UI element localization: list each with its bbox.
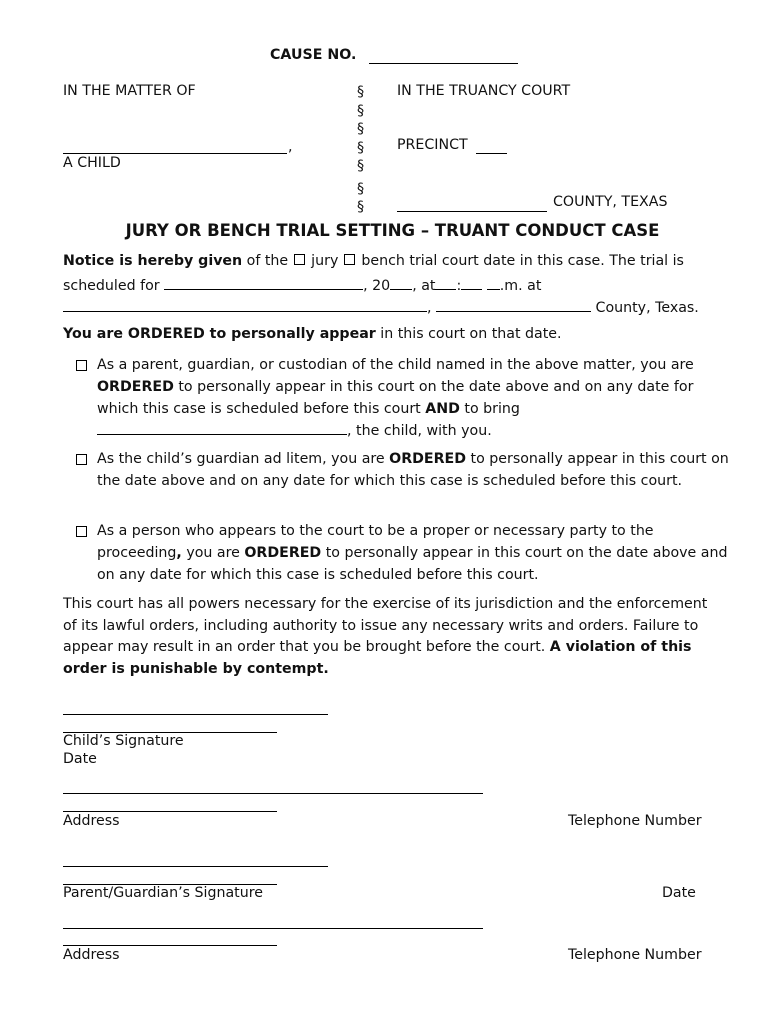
- precinct-blank[interactable]: [476, 153, 507, 154]
- notice-line-1: [63, 253, 684, 269]
- child-date-label: Date: [63, 751, 97, 767]
- parent-date-label: Date: [662, 885, 696, 901]
- county-blank[interactable]: [397, 211, 547, 212]
- court-powers-paragraph: [63, 594, 723, 680]
- section-symbol: §: [357, 199, 365, 215]
- ordered-to-appear: [63, 326, 562, 342]
- jury-checkbox[interactable]: [294, 254, 305, 265]
- minute-blank[interactable]: [461, 275, 482, 290]
- list-item-parent: [75, 354, 735, 442]
- parent-telephone-line[interactable]: [63, 945, 277, 946]
- parent-item-text: As a parent, guardian, or custodian of the child named in the above matter, you are ORDERED to personally appear in this court on the date above and on any date for which this case is scheduled before this court AND to bring , the child, with you.: [97, 357, 694, 439]
- county-texas-label: COUNTY, TEXAS: [553, 194, 668, 210]
- list-item-guardian-ad-litem: [75, 448, 735, 514]
- section-symbol: §: [357, 139, 365, 156]
- m-at-label: .m. at: [499, 278, 542, 294]
- section-symbol: §: [357, 102, 365, 119]
- parent-signature-label: Parent/Guardian’s Signature: [63, 885, 263, 901]
- child-telephone-line[interactable]: [63, 811, 277, 812]
- parent-telephone-label: Telephone Number: [568, 947, 702, 963]
- year-prefix: , 20: [363, 278, 391, 294]
- hour-blank[interactable]: [435, 275, 456, 290]
- child-name-comma: ,: [288, 139, 293, 155]
- parent-checkbox[interactable]: [76, 360, 87, 371]
- child-telephone-label: Telephone Number: [568, 813, 702, 829]
- parent-address-line[interactable]: [63, 928, 483, 929]
- scheduled-for-label: scheduled for: [63, 278, 165, 294]
- child-address-label: Address: [63, 813, 120, 829]
- section-symbol: §: [357, 158, 365, 174]
- section-symbol: §: [357, 180, 365, 197]
- at-label: , at: [412, 278, 436, 294]
- trial-county-label: County, Texas.: [591, 300, 699, 316]
- section-symbol: §: [357, 121, 365, 137]
- trial-county-blank[interactable]: [436, 297, 591, 312]
- guardian-ad-litem-checkbox[interactable]: [76, 454, 87, 465]
- contempt-warning: A violation of this order is punishable by contempt.: [63, 639, 692, 677]
- notice-of-the: of the: [242, 253, 293, 269]
- year-blank[interactable]: [390, 275, 412, 290]
- parent-signature-line[interactable]: [63, 866, 328, 867]
- guardian-ad-litem-item-text: As the child’s guardian ad litem, you are ORDERED to personally appear in this court on the date above and on any date for which this case is scheduled before this court.: [97, 451, 729, 489]
- bench-label: bench trial court date in this case. The trial is: [356, 253, 684, 269]
- cause-no-label: CAUSE NO.: [270, 47, 357, 63]
- child-signature-line[interactable]: [63, 714, 328, 715]
- a-child-label: A CHILD: [63, 155, 121, 171]
- list-item-necessary-party: [75, 520, 735, 586]
- truancy-court-label: IN THE TRUANCY COURT: [397, 83, 571, 99]
- notice-line-2: [63, 275, 541, 294]
- child-bring-blank[interactable]: [97, 420, 347, 435]
- child-signature-label: Child’s Signature: [63, 733, 184, 749]
- am-pm-blank[interactable]: [487, 275, 500, 290]
- section-symbol-column: [357, 83, 364, 217]
- location-blank[interactable]: [63, 297, 427, 312]
- section-symbol: §: [357, 84, 365, 100]
- in-the-matter-of-label: IN THE MATTER OF: [63, 83, 196, 99]
- bench-checkbox[interactable]: [344, 254, 355, 265]
- necessary-party-checkbox[interactable]: [76, 526, 87, 537]
- child-address-line[interactable]: [63, 793, 483, 794]
- necessary-party-item-text: As a person who appears to the court to be a proper or necessary party to the proceeding, you are ORDERED to personally appear in this court on the date above and on any date for which this case is scheduled before this court.: [97, 523, 728, 583]
- jury-label: jury: [306, 253, 343, 269]
- cause-no-blank[interactable]: [369, 63, 518, 64]
- notice-line-3: [63, 297, 699, 316]
- time-colon: :: [456, 278, 462, 294]
- ordered-rest: in this court on that date.: [375, 326, 562, 342]
- trial-date-blank[interactable]: [164, 275, 363, 290]
- precinct-label: PRECINCT: [397, 137, 468, 153]
- ordered-bold: You are ORDERED to personally appear: [63, 326, 376, 342]
- notice-bold-lead: Notice is hereby given: [63, 253, 243, 269]
- child-name-blank[interactable]: [63, 153, 287, 154]
- parent-address-label: Address: [63, 947, 120, 963]
- court-powers-text: This court has all powers necessary for the exercise of its jurisdiction and the enforcement of its lawful orders, including authority to issue any necessary writs and orders. Failure to appear may result in an order that you be brought before the court.: [63, 596, 708, 655]
- location-comma: ,: [427, 300, 432, 316]
- document-title: JURY OR BENCH TRIAL SETTING – TRUANT CONDUCT CASE: [125, 221, 660, 240]
